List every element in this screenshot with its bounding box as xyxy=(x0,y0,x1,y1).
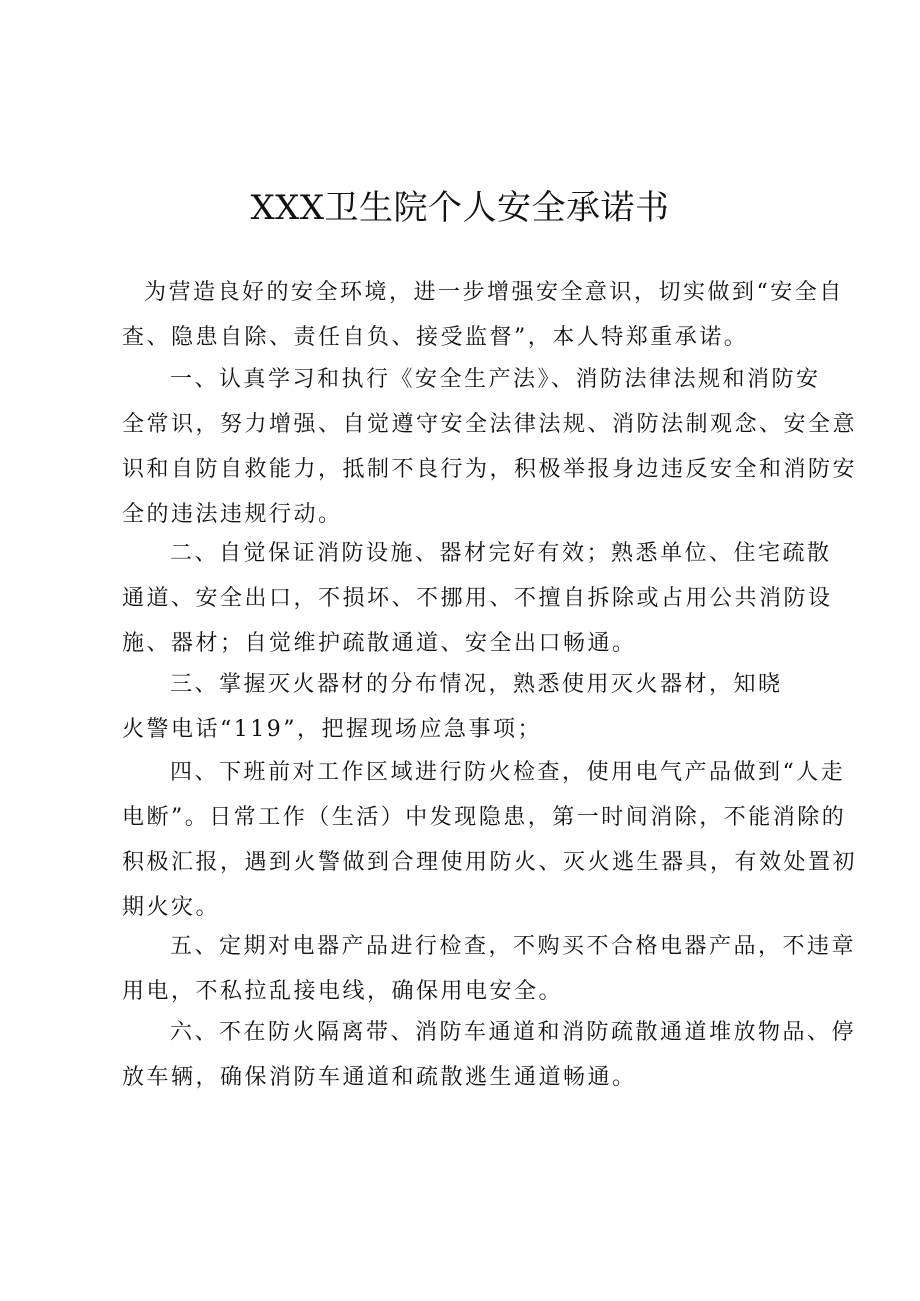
clause-4-paragraph xyxy=(122,750,858,930)
clause-5-paragraph xyxy=(122,924,857,1014)
paragraph-line: 电断”。日常工作（生活）中发现隐患，第一时间消除，不能消除的 xyxy=(122,805,847,830)
paragraph-line: 积极汇报，遇到火警做到合理使用防火、灭火逃生器具，有效处置初 xyxy=(122,850,858,875)
paragraph-line: 施、器材；自觉维护疏散通道、安全出口畅通。 xyxy=(122,631,637,656)
clause-1-paragraph xyxy=(122,357,858,537)
clause-2-paragraph xyxy=(122,531,833,666)
paragraph-line: 二、自觉保证消防设施、器材完好有效；熟悉单位、住宅疏散 xyxy=(170,541,832,566)
paragraph-line: 火警电话“119”，把握现场应急事项； xyxy=(122,717,542,742)
paragraph-line: 识和自防自救能力，抵制不良行为，积极举报身边违反安全和消防安 xyxy=(122,457,858,482)
paragraph-line: 全常识，努力增强、自觉遵守安全法律法规、消防法制观念、安全意 xyxy=(122,412,858,437)
paragraph-line: 期火灾。 xyxy=(122,895,221,920)
paragraph-line: 四、下班前对工作区域进行防火检查，使用电气产品做到“人走 xyxy=(170,760,846,785)
paragraph-line: 一、认真学习和执行《安全生产法》、消防法律法规和消防安 xyxy=(170,367,821,392)
paragraph-line: 通道、安全出口，不损坏、不挪用、不擅自拆除或占用公共消防设 xyxy=(122,586,833,611)
paragraph-line: 用电，不私拉乱接电线，确保用电安全。 xyxy=(122,979,564,1004)
clause-3-paragraph xyxy=(122,662,822,752)
paragraph-line: 查、隐患自除、责任自负、接受监督”，本人特郑重承诺。 xyxy=(122,325,749,350)
paragraph-line: 放车辆，确保消防车通道和疏散逃生通道畅通。 xyxy=(122,1065,637,1090)
intro-paragraph xyxy=(122,270,844,360)
paragraph-line: 为营造良好的安全环境，进一步增强安全意识，切实做到“安全自 xyxy=(144,280,844,305)
paragraph-line: 全的违法违规行动。 xyxy=(122,502,343,527)
paragraph-line: 六、不在防火隔离带、消防车通道和消防疏散通道堆放物品、停 xyxy=(170,1020,857,1045)
clause-6-paragraph xyxy=(122,1010,857,1100)
document-title: XXX卫生院个人安全承诺书 xyxy=(250,188,670,228)
paragraph-line: 三、掌握灭火器材的分布情况，熟悉使用灭火器材，知晓 xyxy=(170,672,783,697)
paragraph-line: 五、定期对电器产品进行检查，不购买不合格电器产品，不违章 xyxy=(170,934,857,959)
